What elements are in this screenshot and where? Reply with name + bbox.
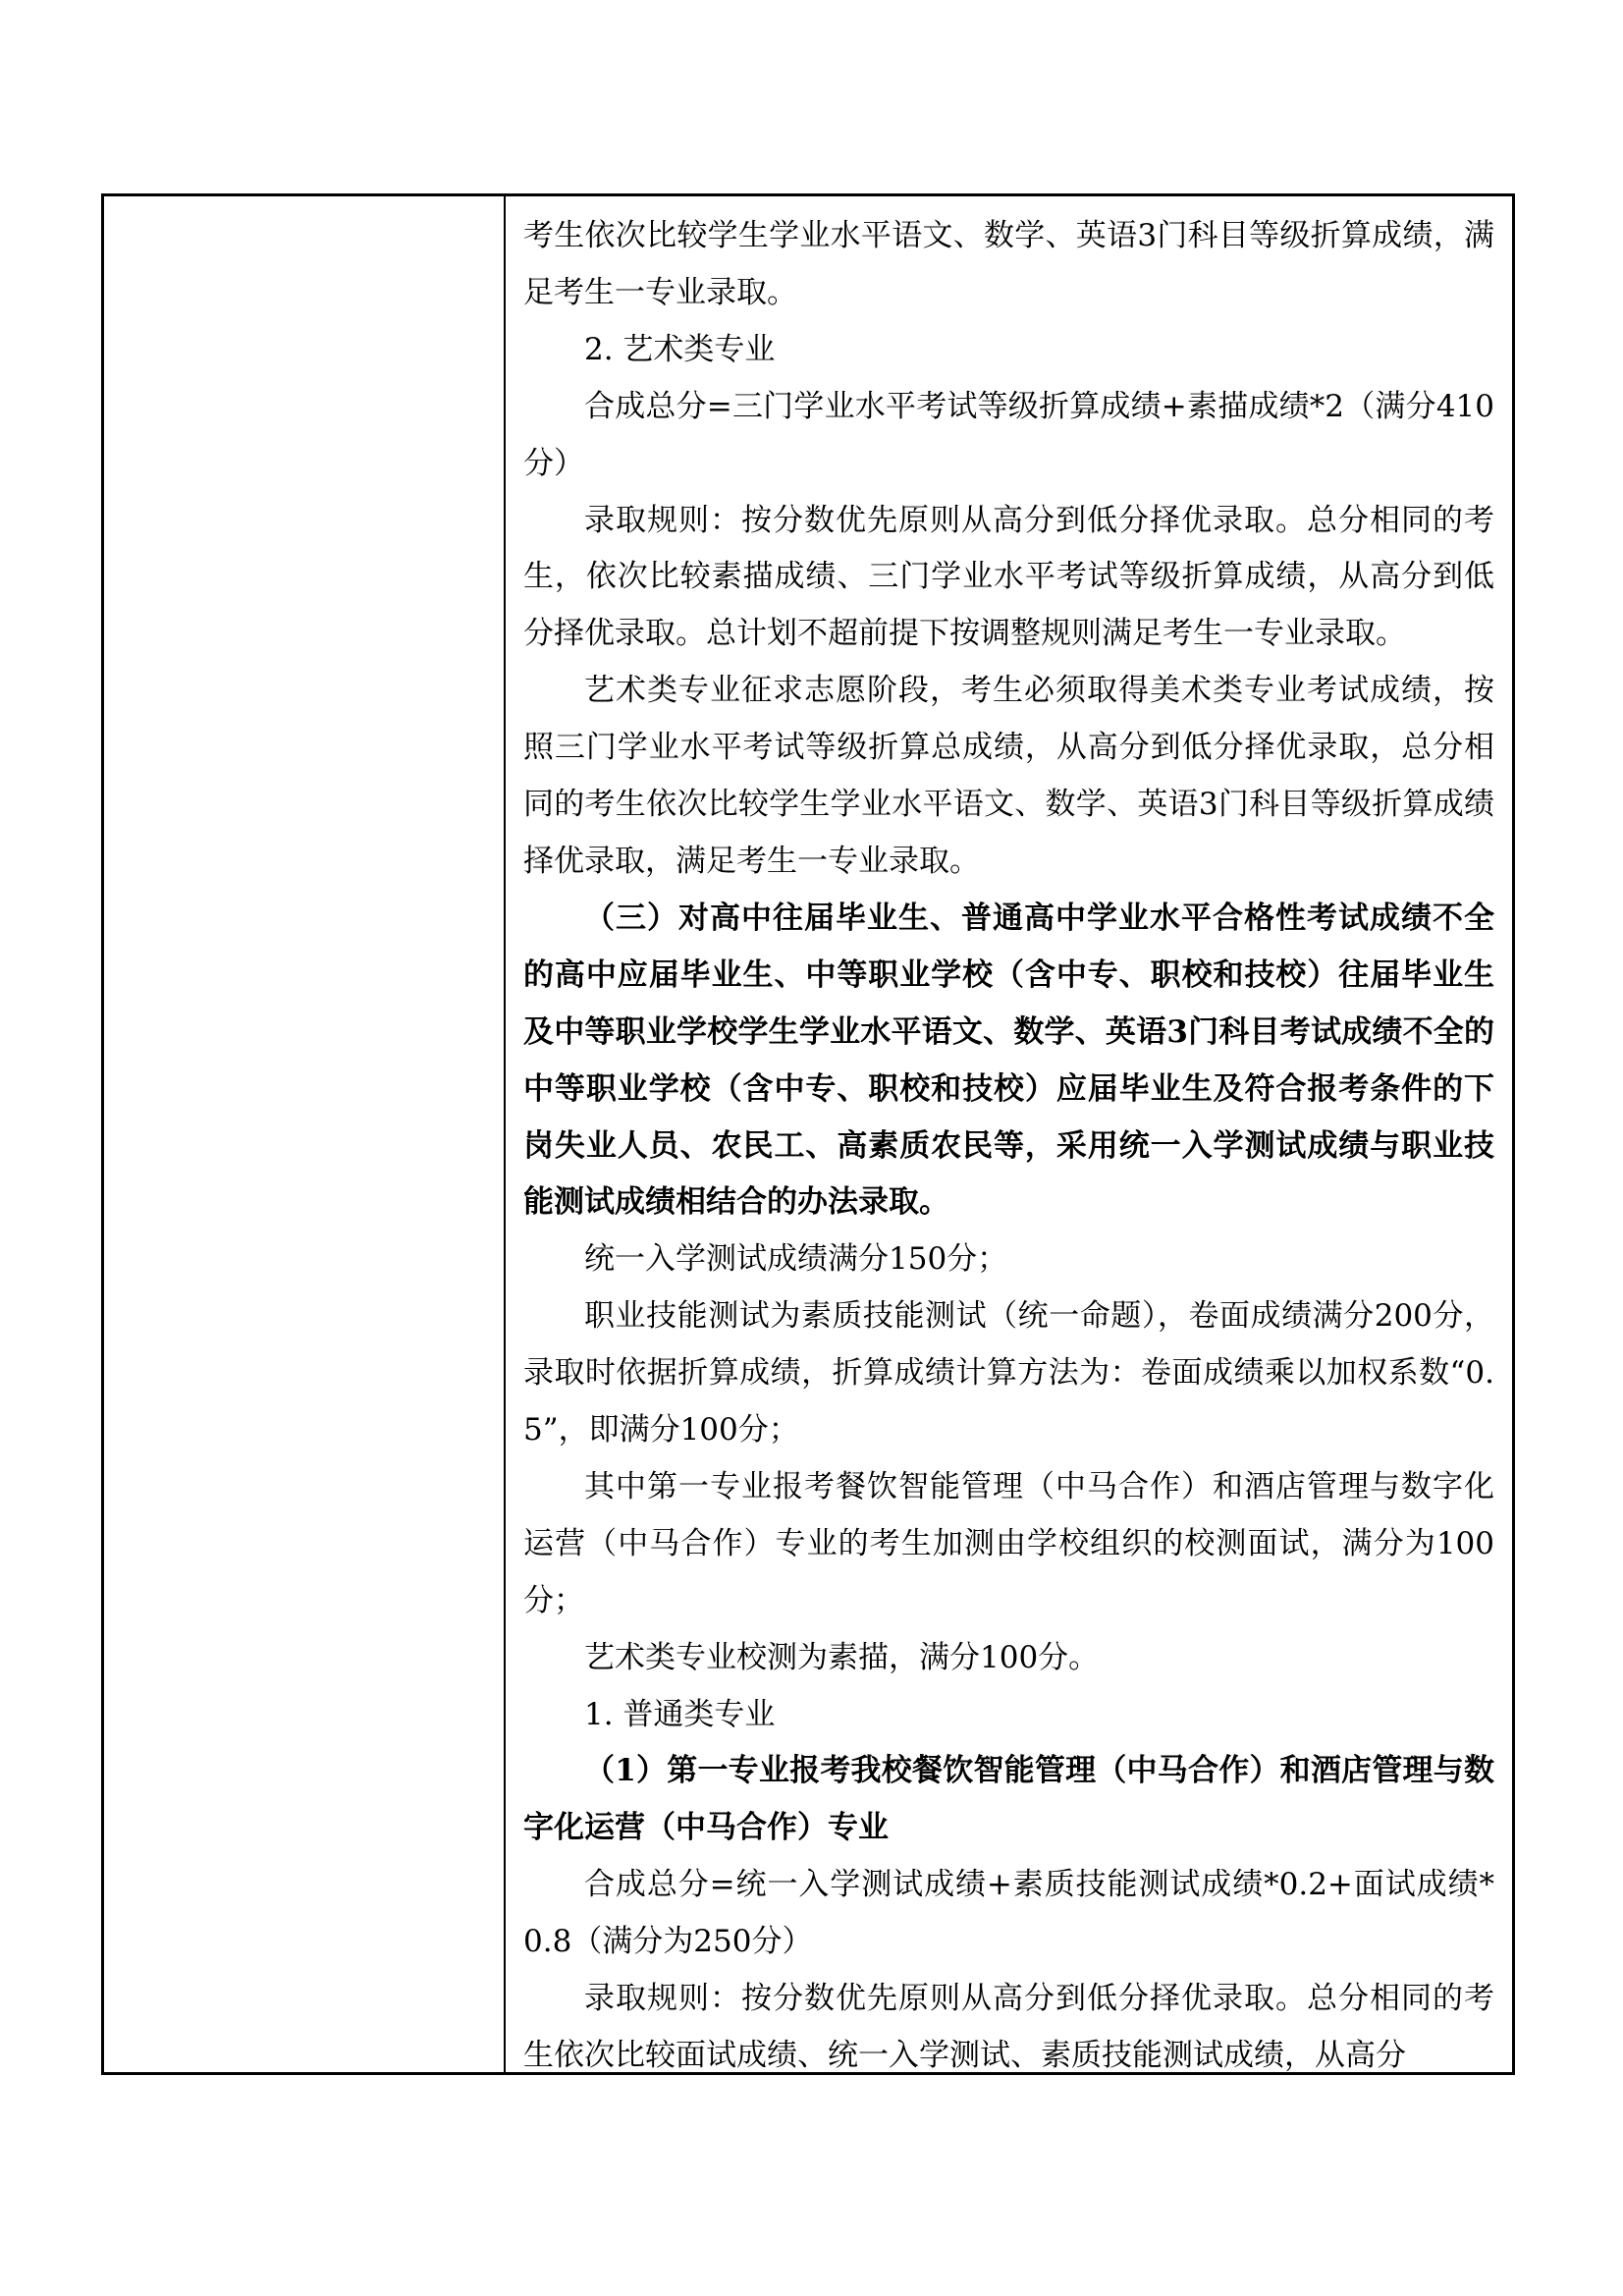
paragraph: 录取规则：按分数优先原则从高分到低分择优录取。总分相同的考生依次比较面试成绩、统一入学测试、素质技能测试成绩，从高分	[523, 1981, 1494, 2072]
paragraph: 考生依次比较学生学业水平语文、数学、英语3门科目等级折算成绩，满足考生一专业录取。	[523, 218, 1494, 310]
paragraph: 合成总分=统一入学测试成绩+素质技能测试成绩*0.2+面试成绩*0.8（满分为250分）	[523, 1867, 1494, 1960]
table-left-cell	[104, 196, 506, 2072]
paragraph: 录取规则：按分数优先原则从高分到低分择优录取。总分相同的考生，依次比较素描成绩、三门学业水平考试等级折算成绩，从高分到低分择优录取。总计划不超前提下按调整规则满足考生一专业录取。	[523, 502, 1494, 652]
paragraph: 其中第一专业报考餐饮智能管理（中马合作）和酒店管理与数字化运营（中马合作）专业的考生加测由学校组织的校测面试，满分为100分；	[523, 1468, 1494, 1618]
paragraph: 职业技能测试为素质技能测试（统一命题），卷面成绩满分200分，录取时依据折算成绩，折算成绩计算方法为：卷面成绩乘以加权系数“0.5”，即满分100分；	[523, 1298, 1494, 1449]
paragraph: 艺术类专业征求志愿阶段，考生必须取得美术类专业考试成绩，按照三门学业水平考试等级折算总成绩，从高分到低分择优录取，总分相同的考生依次比较学生学业水平语文、数学、英语3门科目等级折算成绩择优录取，满足考生一专业录取。	[523, 673, 1494, 879]
table-right-cell	[506, 196, 1512, 2072]
bold-paragraph: （三）对高中往届毕业生、普通高中学业水平合格性考试成绩不全的高中应届毕业生、中等职业学校（含中专、职校和技校）往届毕业生及中等职业学校学生学业水平语文、数学、英语3门科目考试成绩不全的中等职业学校（含中专、职校和技校）应届毕业生及符合报考条件的下岗失业人员、农民工、高素质农民等，采用统一入学测试成绩与职业技能测试成绩相结合的办法录取。	[523, 900, 1494, 1221]
paragraph: 艺术类专业校测为素描，满分100分。	[584, 1639, 1100, 1675]
document-table	[101, 193, 1515, 2075]
section-heading: 1. 普通类专业	[584, 1696, 776, 1732]
paragraph: 合成总分=三门学业水平考试等级折算成绩+素描成绩*2（满分410分）	[523, 388, 1494, 481]
section-heading: 2. 艺术类专业	[584, 331, 776, 367]
bold-paragraph: （1）第一专业报考我校餐饮智能管理（中马合作）和酒店管理与数字化运营（中马合作）专业	[523, 1753, 1494, 1846]
paragraph: 统一入学测试成绩满分150分；	[584, 1241, 1008, 1278]
